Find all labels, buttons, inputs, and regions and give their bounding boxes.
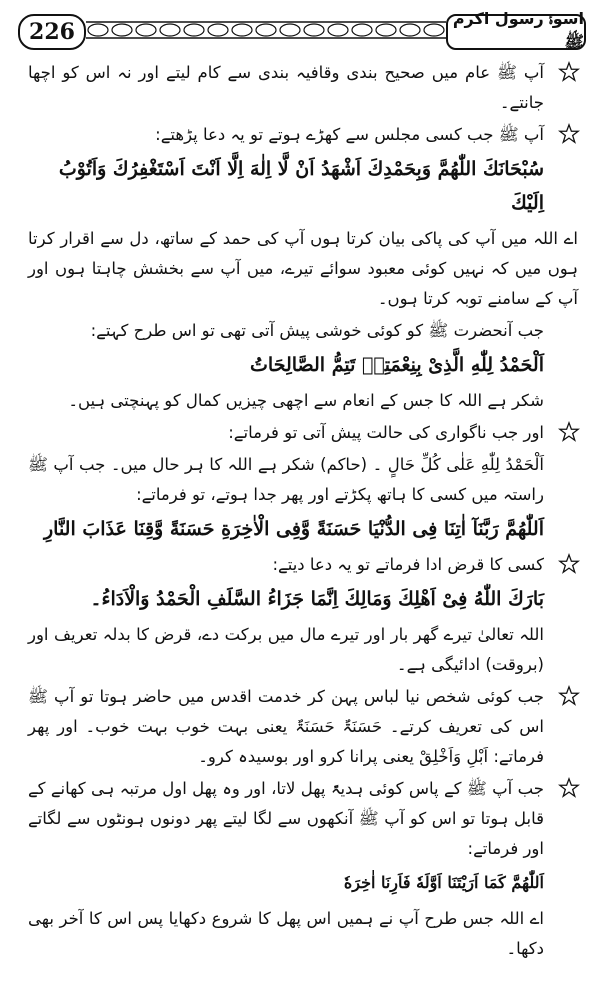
paragraph-text: اللہ تعالیٰ تیرے گھر بار اور تیرے مال میں برکت دے، قرض کا بدلہ تعریف اور (بروقت) ادائیگی ہے۔ bbox=[28, 625, 544, 674]
paragraph-15 bbox=[28, 774, 578, 864]
star-bullet-icon bbox=[558, 421, 580, 443]
arabic-dua-1: سُبْحَانَكَ اللّٰهُمَّ وَبِحَمْدِكَ اَشْهَدُ اَنْ لَّا اِلٰهَ اِلَّا اَنْتَ اَسْتَغْفِرُكَ وَاَتُوْبُ اِلَيْكَ bbox=[58, 158, 544, 214]
paragraph-text: جب آنحضرت ﷺ کو کوئی خوشی پیش آتی تھی تو اس طرح کہتے: bbox=[90, 321, 544, 340]
book-title: اسوۂ رسول اکرم ﷺ bbox=[446, 14, 586, 50]
paragraph-8 bbox=[28, 418, 578, 448]
paragraph-text: اے اللہ جس طرح آپ نے ہمیں اس پھل کا شروع دکھایا پس اس کا آخر بھی دکھا۔ bbox=[28, 909, 544, 958]
paragraph-5 bbox=[28, 316, 578, 346]
paragraph-7 bbox=[28, 386, 578, 416]
paragraph-14 bbox=[28, 682, 578, 772]
paragraph-1 bbox=[28, 58, 578, 118]
star-bullet-icon bbox=[558, 123, 580, 145]
paragraph-4 bbox=[28, 224, 578, 314]
paragraph-text: آپ ﷺ عام میں صحیح بندی وقافیہ بندی سے کام لیتے اور نہ اس کو اچھا جانتے۔ bbox=[28, 63, 544, 112]
paragraph-text: شکر ہے اللہ کا جس کے انعام سے اچھی چیزیں کمال کو پہنچتی ہیں۔ bbox=[68, 391, 544, 410]
paragraph-13 bbox=[28, 620, 578, 680]
paragraph-2 bbox=[28, 120, 578, 150]
arabic-dua-4: بَارَكَ اللّٰهُ فِیْ اَهْلِكَ وَمَالِكَ اِنَّمَا جَزَاءُ السَّلَفِ الْحَمْدُ وَالْاَدَاءُ۔ bbox=[90, 588, 544, 610]
ornamental-border-icon bbox=[86, 20, 446, 40]
arabic-dua-3: اَللّٰهُمَّ رَبَّنَآ اٰتِنَا فِی الدُّنْيَا حَسَنَةً وَّفِی الْاٰخِرَةِ حَسَنَةً وَّقِنَا عَذَابَ النَّارِ bbox=[43, 518, 544, 540]
paragraph-17 bbox=[28, 904, 578, 964]
paragraph-text: کسی کا قرض ادا فرماتے تو یہ دعا دیتے: bbox=[272, 555, 544, 574]
paragraph-11 bbox=[28, 550, 578, 580]
page-body bbox=[28, 58, 578, 966]
star-bullet-icon bbox=[558, 553, 580, 575]
star-bullet-icon bbox=[558, 777, 580, 799]
page-header bbox=[18, 9, 586, 51]
arabic-dua-5: اَللّٰهُمَّ كَمَا اَرَيْتَنَا اَوَّلَهٗ فَاَرِنَا اٰخِرَهٗ bbox=[343, 873, 544, 892]
paragraph-text: اے اللہ میں آپ کی پاکی بیان کرتا ہوں آپ کی حمد کے ساتھ، دل سے اقرار کرتا ہوں میں کہ نہیں کوئی معبود سوائے تیرے، میں آپ سے بخشش چاہتا ہوں اور آپ کے سامنے توبہ کرتا ہوں۔ bbox=[28, 229, 578, 308]
star-bullet-icon bbox=[558, 685, 580, 707]
paragraph-text: اور جب ناگواری کی حالت پیش آتی تو فرماتے: bbox=[228, 423, 544, 442]
page-number: 226 bbox=[18, 14, 86, 50]
paragraph-9 bbox=[28, 450, 578, 510]
arabic-dua-2: اَلْحَمْدُ لِلّٰهِ الَّذِیْ بِنِعْمَتِهٖ تَتِمُّ الصَّالِحَاتُ bbox=[250, 354, 544, 376]
paragraph-text: آپ ﷺ جب کسی مجلس سے کھڑے ہوتے تو یہ دعا پڑھتے: bbox=[155, 125, 544, 144]
star-bullet-icon bbox=[558, 61, 580, 83]
paragraph-text: اَلْحَمْدُ لِلّٰهِ عَلٰی كُلِّ حَالٍ ۔ (حاکم) شکر ہے اللہ کا ہر حال میں۔ جب آپ ﷺ راستہ میں کسی کا ہاتھ پکڑتے اور پھر جدا ہوتے، تو فرماتے: bbox=[28, 455, 544, 504]
paragraph-text: جب آپ ﷺ کے پاس کوئی ہدیۃً پھل لاتا، اور وہ پھل اول مرتبہ ہی کھانے کے قابل ہوتا تو اس کو آپ ﷺ آنکھوں سے لگا لیتے پھر دونوں ہونٹوں سے لگاتے اور فرماتے: bbox=[28, 779, 544, 858]
paragraph-text: جب کوئی شخص نیا لباس پہن کر خدمت اقدس میں حاضر ہوتا تو آپ ﷺ اس کی تعریف کرتے۔ حَسَنَۃٌ حَسَنَۃٌ یعنی بہت خوب بہت خوب۔ اور پھر فرماتے: اَبْلِ وَاَخْلِقْ یعنی پرانا کرو اور بوسیدہ کرو۔ bbox=[28, 687, 544, 766]
